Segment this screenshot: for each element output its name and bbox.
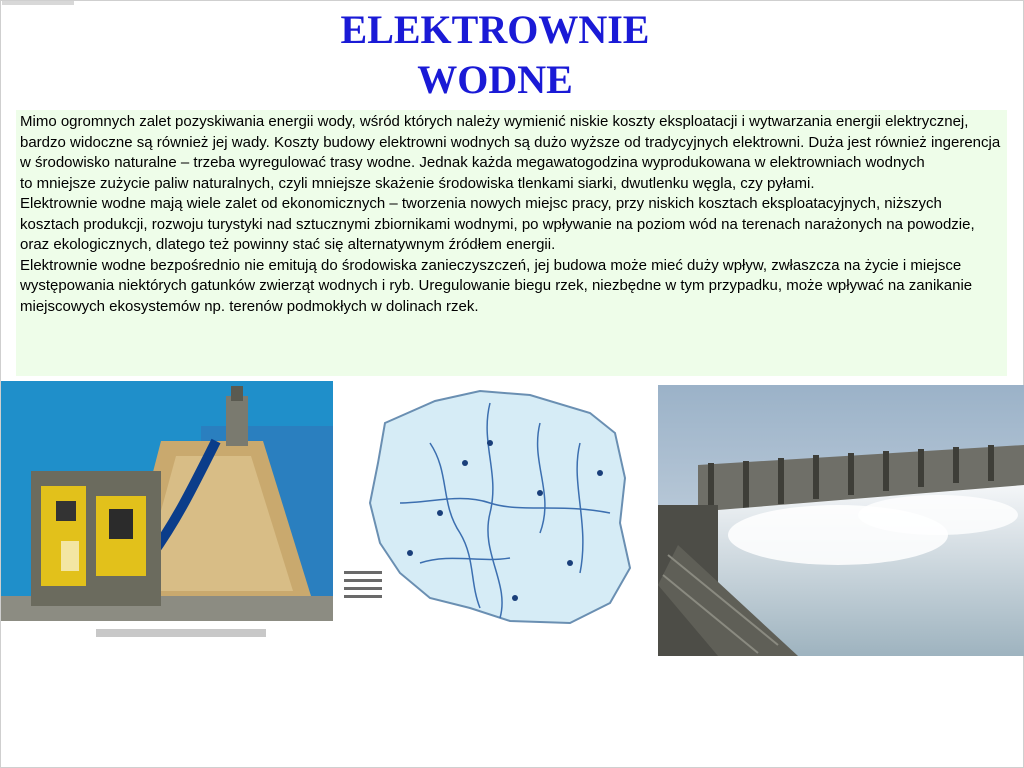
- slide-title-line-1: ELEKTROWNIE: [340, 7, 650, 52]
- paragraph-3: Elektrownie wodne mają wiele zalet od ekonomicznych – tworzenia nowych miejsc pracy, przy niskich kosztach eksploatacyjnych, niższych kosztach produkcji, rozwoju turystyki nad sztucznymi zbiornikami wodnymi, po wpływanie na poziom wód na terenach narażonych na powodzie, oraz ekologicznych, dlatego też powinny stać się alternatywnym źródłem energii.: [20, 195, 975, 253]
- paragraph-2: to mniejsze zużycie paliw naturalnych, czyli mniejsze skażenie środowiska tlenkami siarki, dwutlenku węgla, czy pyłami.: [20, 174, 815, 192]
- text-box: [16, 110, 1007, 376]
- dam-spillway-photo: [658, 385, 1024, 656]
- paragraph-4: Elektrownie wodne bezpośrednio nie emitują do środowiska zanieczyszczeń, jej budowa może mieć duży wpływ, zwłaszcza na życie i miejsce występowania niektórych gatunków zwierząt wodnych i ryb. Uregulowanie biegu rzek, niezbędne w tym przypadku, może wpływać na zanikanie miejscowych ekosystemów np. terenów podmokłych w dolinach rzek.: [20, 256, 973, 315]
- corner-mark: [2, 1, 74, 5]
- slide-title-line-2: WODNE: [417, 57, 573, 102]
- poland-rivers-map-image: [340, 383, 643, 630]
- dam-cross-section-image: [1, 381, 333, 646]
- paragraph-1: Mimo ogromnych zalet pozyskiwania energii wody, wśród których należy wymienić niskie koszty eksploatacji i wytwarzania energii elektrycznej, bardzo widoczne są również jej wady. Koszty budowy elektrowni wodnych są dużo wyższe od tradycyjnych elektrowni. Duża jest również ingerencja w środowisko naturalne – trzeba wyregulować trasy wodne. Jednak każda megawatogodzina wyprodukowana w elektrowniach wodnych: [20, 113, 1001, 171]
